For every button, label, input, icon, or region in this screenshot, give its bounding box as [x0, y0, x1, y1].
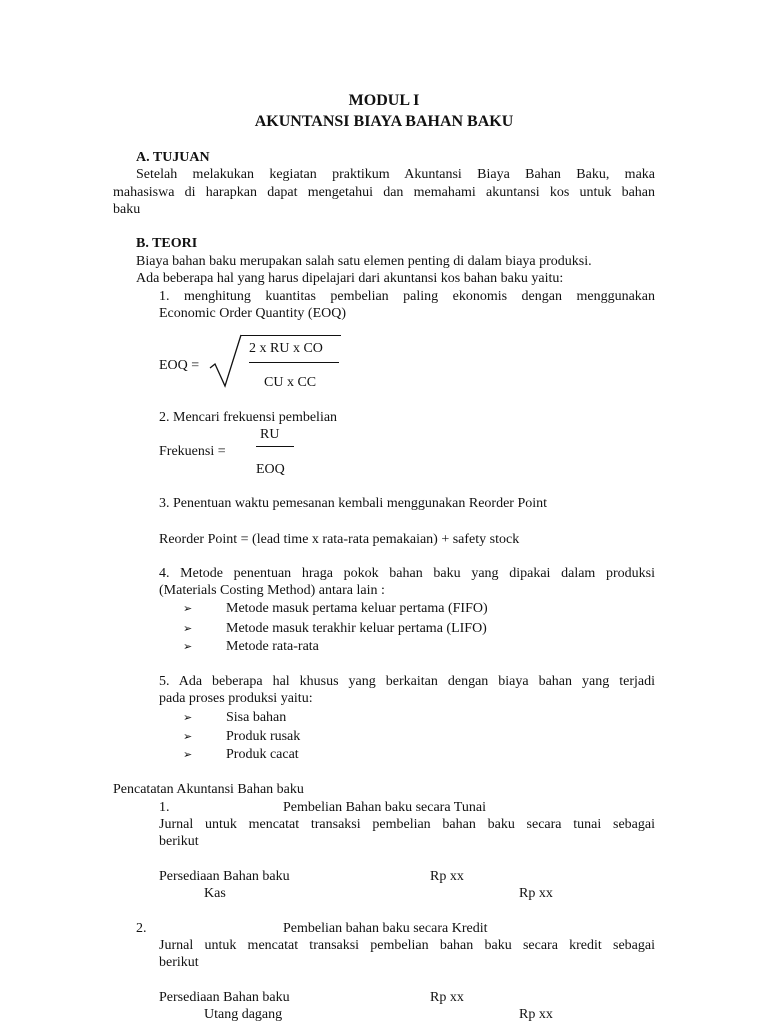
entry2-debit-account: Persediaan Bahan baku — [159, 990, 290, 1005]
item4-bullet-3: Metode rata-rata — [226, 639, 319, 654]
arrow-bullet-icon: ➢ — [183, 622, 193, 635]
item4-bullet-1: Metode masuk pertama keluar pertama (FIFO) — [226, 601, 488, 616]
entry1-credit-amount: Rp xx — [519, 886, 553, 901]
item3-line: 3. Penentuan waktu pemesanan kembali menggunakan Reorder Point — [159, 496, 548, 511]
entry1-line-2: berikut — [159, 834, 199, 849]
section-b-heading: B. TEORI — [136, 236, 198, 251]
item5-line-2: pada proses produksi yaitu: — [159, 691, 313, 706]
eoq-label: EOQ = — [159, 358, 200, 373]
freq-fraction-bar — [256, 446, 294, 447]
entry2-number: 2. — [136, 921, 147, 936]
arrow-bullet-icon: ➢ — [183, 730, 193, 743]
entry1-debit-account: Persediaan Bahan baku — [159, 869, 290, 884]
section-a-heading: A. TUJUAN — [136, 150, 210, 165]
teori-intro-2: Ada beberapa hal yang harus dipelajari dari akuntansi kos bahan baku yaitu: — [136, 271, 564, 286]
arrow-bullet-icon: ➢ — [183, 711, 193, 724]
item1-line-1: 1. menghitung kuantitas pembelian paling ekonomis dengan menggunakan — [159, 289, 655, 304]
entry1-credit-account: Kas — [204, 886, 226, 901]
item5-bullet-1: Sisa bahan — [226, 710, 287, 725]
eoq-denominator: CU x CC — [264, 375, 317, 390]
tujuan-line-2: mahasiswa di harapkan dapat mengetahui dan memahami akuntansi kos untuk bahan — [113, 185, 655, 200]
eoq-fraction-bar — [249, 362, 339, 363]
teori-intro-1: Biaya bahan baku merupakan salah satu elemen penting di dalam biaya produksi. — [136, 254, 592, 269]
eoq-numerator: 2 x RU x CO — [249, 341, 323, 356]
tujuan-line-1: Setelah melakukan kegiatan praktikum Akuntansi Biaya Bahan Baku, maka — [136, 167, 655, 182]
freq-label: Frekuensi = — [159, 444, 226, 459]
tujuan-line-3: baku — [113, 202, 141, 217]
reorder-formula: Reorder Point = (lead time x rata-rata pemakaian) + safety stock — [159, 532, 520, 547]
module-subtitle: AKUNTANSI BIAYA BAHAN BAKU — [254, 113, 514, 130]
pencatatan-heading: Pencatatan Akuntansi Bahan baku — [113, 782, 304, 797]
item1-line-2: Economic Order Quantity (EOQ) — [159, 306, 346, 321]
entry2-line-2: berikut — [159, 955, 199, 970]
arrow-bullet-icon: ➢ — [183, 602, 193, 615]
entry1-title: Pembelian Bahan baku secara Tunai — [283, 800, 486, 815]
item4-line-1: 4. Metode penentuan hraga pokok bahan baku yang dipakai dalam produksi — [159, 566, 655, 581]
entry2-credit-amount: Rp xx — [519, 1007, 553, 1022]
item5-line-1: 5. Ada beberapa hal khusus yang berkaitan dengan biaya bahan yang terjadi — [159, 674, 655, 689]
entry2-title: Pembelian bahan baku secara Kredit — [283, 921, 488, 936]
entry1-number: 1. — [159, 800, 170, 815]
square-root-icon — [208, 334, 244, 390]
entry2-line-1: Jurnal untuk mencatat transaksi pembelian bahan baku secara kredit sebagai — [159, 938, 655, 953]
item5-bullet-3: Produk cacat — [226, 747, 299, 762]
module-title: MODUL I — [348, 92, 420, 109]
item4-bullet-2: Metode masuk terakhir keluar pertama (LIFO) — [226, 621, 487, 636]
freq-denominator: EOQ — [256, 462, 285, 477]
entry2-credit-account: Utang dagang — [204, 1007, 283, 1022]
entry2-debit-amount: Rp xx — [430, 990, 464, 1005]
arrow-bullet-icon: ➢ — [183, 748, 193, 761]
item2-line: 2. Mencari frekuensi pembelian — [159, 410, 338, 425]
arrow-bullet-icon: ➢ — [183, 640, 193, 653]
item4-line-2: (Materials Costing Method) antara lain : — [159, 583, 385, 598]
entry1-line-1: Jurnal untuk mencatat transaksi pembelian bahan baku secara tunai sebagai — [159, 817, 655, 832]
entry1-debit-amount: Rp xx — [430, 869, 464, 884]
item5-bullet-2: Produk rusak — [226, 729, 301, 744]
freq-numerator: RU — [260, 427, 280, 442]
sqrt-overline — [241, 335, 341, 336]
